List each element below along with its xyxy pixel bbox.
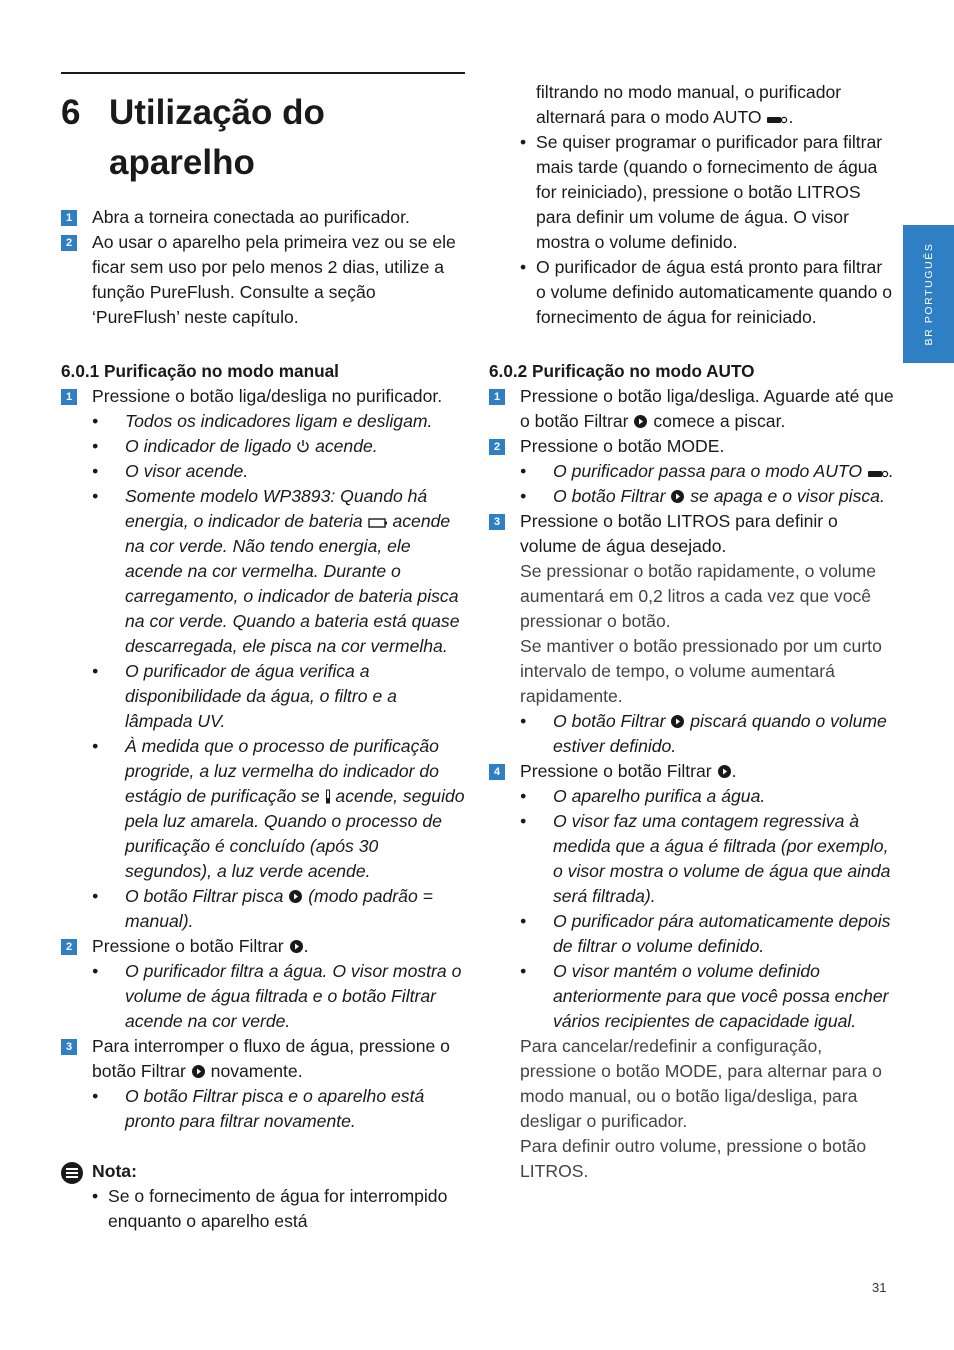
bullet: • O indicador de ligado acende.	[92, 436, 378, 456]
bullet: • O purificador filtra a água. O visor mostra o volume de água filtrada e o botão Filtrar acende na cor verde.	[92, 961, 462, 1031]
auto-step-3: 3 Pressione o botão LITROS para definir o volume de água desejado.	[489, 509, 894, 559]
power-icon	[296, 439, 310, 454]
manual-step-2: 2 Pressione o botão Filtrar .	[61, 934, 466, 959]
bullet: • O purificador pára automaticamente depois de filtrar o volume definido.	[520, 911, 891, 956]
paragraph: Para cancelar/redefinir a configuração, pressione o botão MODE, para alternar para o modo manual, ou o botão liga/desliga, para desligar o purificador.	[520, 1036, 882, 1131]
paragraph: Se mantiver o botão pressionado por um curto intervalo de tempo, o volume aumentará rapidamente.	[520, 636, 882, 706]
bullet: • Somente modelo WP3893: Quando há energia, o indicador de bateria acende na cor verde. Não tendo energia, ele acende na cor vermelha. Durante o carregamento, o indicador de bateria pisca na cor verde. Quando a bateria está quase descarregada, ele pisca na cor vermelha.	[92, 486, 460, 656]
chapter-title	[61, 88, 449, 188]
filter-icon	[288, 889, 303, 904]
step-badge: 2	[61, 939, 77, 955]
bullet: • O aparelho purifica a água.	[520, 786, 766, 806]
language-tab	[903, 225, 954, 363]
paragraph: Se pressionar o botão rapidamente, o volume aumentará em 0,2 litros a cada vez que você pressionar o botão.	[520, 561, 876, 631]
note-bullet: • O purificador de água está pronto para filtrar o volume definido automaticamente quando o fornecimento de água for reiniciado.	[520, 257, 893, 327]
bullet: • O visor acende.	[92, 461, 249, 481]
step-badge: 2	[61, 235, 77, 251]
filter-icon	[670, 714, 685, 729]
filter-icon	[633, 414, 648, 429]
note-label: Nota:	[92, 1161, 137, 1181]
bullet: • À medida que o processo de purificação progride, a luz vermelha do indicador do estágio de purificação se acende, seguido pela luz amarela. Quando o processo de purificação é concluído (após 30 segundos), a luz verde acende.	[92, 736, 465, 881]
manual-step-3: 3 Para interromper o fluxo de água, pressione o botão Filtrar novamente.	[61, 1034, 466, 1084]
step-badge: 1	[61, 210, 77, 226]
auto-mode-icon	[766, 115, 788, 125]
chapter-title-text: Utilização do aparelho	[109, 93, 325, 182]
note-bullet: • Se quiser programar o purificador para filtrar mais tarde (quando o fornecimento de água for reiniciado), pressione o botão LITROS para definir um volume de água. O visor mostra o volume definido.	[520, 132, 883, 252]
auto-step-1: 1 Pressione o botão liga/desliga. Aguarde até que o botão Filtrar comece a piscar.	[489, 384, 894, 434]
bullet: • Todos os indicadores ligam e desligam.	[92, 411, 433, 431]
purification-stage-icon	[325, 789, 331, 804]
top-rule	[61, 72, 465, 74]
step-badge: 2	[489, 439, 505, 455]
filter-icon	[191, 1064, 206, 1079]
step-text: Pressione o botão liga/desliga no purificador.	[92, 386, 443, 406]
note-header	[61, 1159, 466, 1184]
bullet: • O purificador de água verifica a disponibilidade da água, o filtro e a lâmpada UV.	[92, 661, 397, 731]
battery-icon	[368, 517, 388, 529]
note-icon	[61, 1162, 83, 1184]
manual-step-1	[61, 384, 466, 409]
intro-step-2	[61, 230, 466, 330]
auto-step-4: 4 Pressione o botão Filtrar .	[489, 759, 894, 784]
note-bullet: • Se o fornecimento de água for interrompido enquanto o aparelho está	[92, 1186, 448, 1231]
step-badge: 4	[489, 764, 505, 780]
filter-icon	[670, 489, 685, 504]
paragraph: Para definir outro volume, pressione o botão LITROS.	[520, 1136, 867, 1181]
filter-icon	[717, 764, 732, 779]
bullet: • O botão Filtrar pisca (modo padrão = manual).	[92, 886, 433, 931]
language-tab-label: BR PORTUGUÊS	[922, 242, 935, 346]
step-badge: 3	[61, 1039, 77, 1055]
filter-icon	[289, 939, 304, 954]
note-bullet-continued: filtrando no modo manual, o purificador alternará para o modo AUTO .	[536, 82, 842, 127]
bullet: • O visor faz uma contagem regressiva à medida que a água é filtrada (por exemplo, o visor mostra o volume de água que ainda será filtrada).	[520, 811, 891, 906]
step-badge: 1	[61, 389, 77, 405]
chapter-number: 6	[61, 93, 81, 132]
intro-step-1	[61, 205, 466, 230]
step-badge: 3	[489, 514, 505, 530]
bullet: • O botão Filtrar piscará quando o volume estiver definido.	[520, 711, 887, 756]
page-number: 31	[872, 1280, 887, 1295]
bullet: • O visor mantém o volume definido anteriormente para que você possa encher vários recipientes de capacidade igual.	[520, 961, 889, 1031]
auto-heading: 6.0.2 Purificação no modo AUTO	[489, 361, 755, 381]
auto-mode-icon	[867, 469, 889, 479]
step-text: Abra a torneira conectada ao purificador.	[92, 207, 410, 227]
bullet: • O botão Filtrar se apaga e o visor pisca.	[520, 486, 885, 506]
bullet: • O purificador passa para o modo AUTO .	[520, 461, 894, 481]
bullet: • O botão Filtrar pisca e o aparelho está pronto para filtrar novamente.	[92, 1086, 425, 1131]
manual-heading: 6.0.1 Purificação no modo manual	[61, 361, 339, 381]
step-badge: 1	[489, 389, 505, 405]
step-text: Ao usar o aparelho pela primeira vez ou se ele ficar sem uso por pelo menos 2 dias, utilize a função PureFlush. Consulte a seção ‘PureFlush’ neste capítulo.	[92, 232, 456, 327]
auto-step-2: 2 Pressione o botão MODE.	[489, 434, 894, 459]
